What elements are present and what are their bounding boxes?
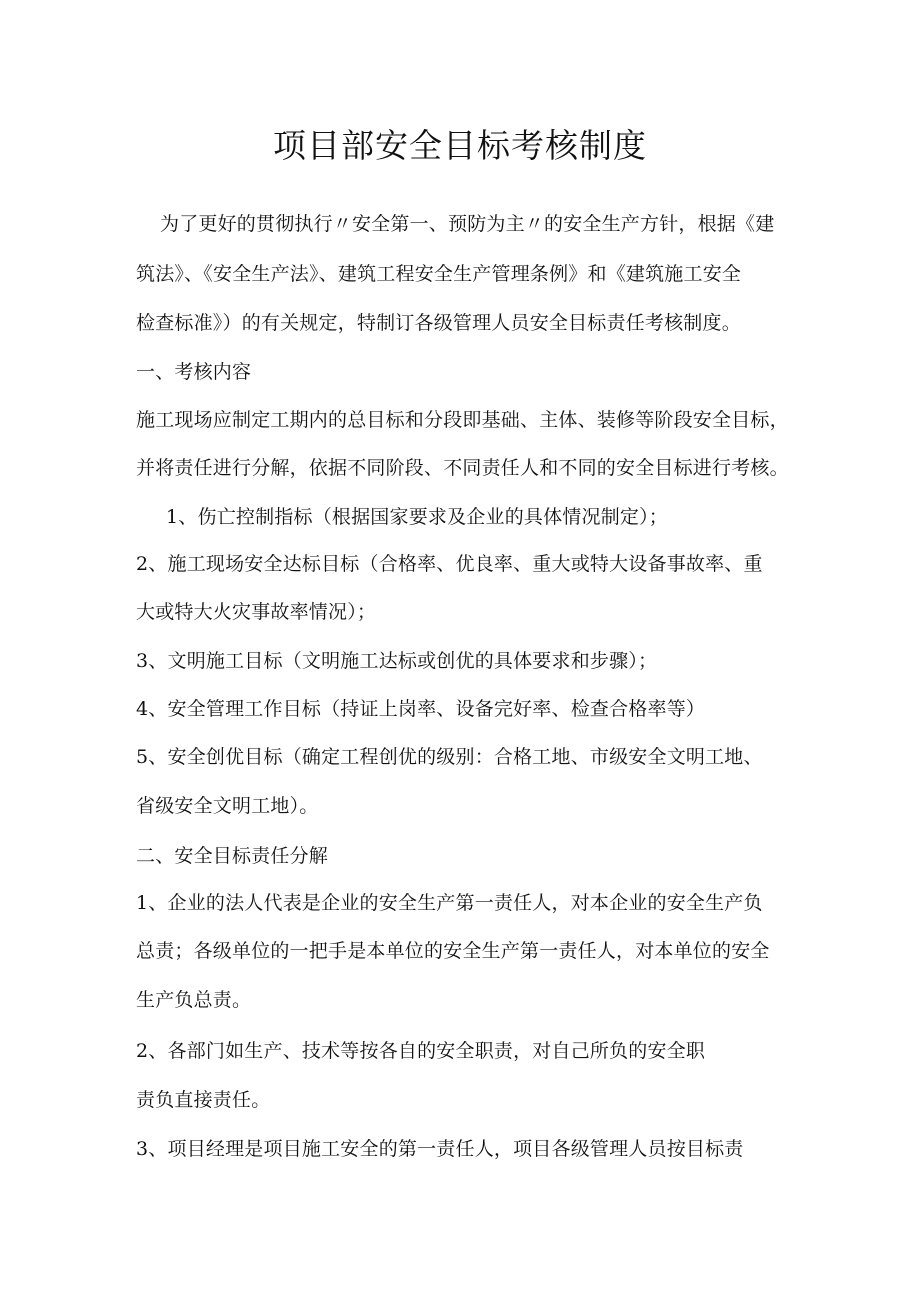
list-item: 2、各部门如生产、技术等按各自的安全职责，对自己所负的安全职	[136, 1040, 706, 1062]
page-title: 项目部安全目标考核制度	[273, 126, 647, 165]
paragraph-line: 筑法》、《安全生产法》、建筑工程安全生产管理条例》和《建筑施工安全	[136, 263, 742, 285]
paragraph-line: 并将责任进行分解，依据不同阶段、不同责任人和不同的安全目标进行考核。	[136, 457, 789, 479]
list-item: 5、安全创优目标（确定工程创优的级别：合格工地、市级安全文明工地、	[136, 746, 763, 768]
paragraph-line: 生产负总责。	[136, 989, 252, 1011]
paragraph-line: 为了更好的贯彻执行〃安全第一、预防为主〃的安全生产方针，根据《建	[160, 213, 775, 235]
list-item: 1、企业的法人代表是企业的安全生产第一责任人，对本企业的安全生产负	[136, 892, 763, 914]
paragraph-line: 总责；各级单位的一把手是本单位的安全生产第一责任人，对本单位的安全	[136, 940, 770, 962]
section-heading: 二、安全目标责任分解	[136, 845, 329, 867]
paragraph-line: 检查标准》）的有关规定，特制订各级管理人员安全目标责任考核制度。	[136, 312, 741, 334]
list-item: 2、施工现场安全达标目标（合格率、优良率、重大或特大设备事故率、重	[136, 553, 763, 575]
section-heading: 一、考核内容	[136, 361, 252, 383]
list-item: 1、伤亡控制指标（根据国家要求及企业的具体情况制定）；	[166, 506, 668, 528]
paragraph-line: 施工现场应制定工期内的总目标和分段即基础、主体、装修等阶段安全目标，	[136, 409, 789, 431]
list-item: 3、文明施工目标（文明施工达标或创优的具体要求和步骤）；	[136, 650, 658, 672]
list-item: 3、项目经理是项目施工安全的第一责任人，项目各级管理人员按目标责	[136, 1138, 744, 1160]
paragraph-line: 省级安全文明工地）。	[136, 795, 319, 817]
paragraph-line: 责负直接责任。	[136, 1089, 271, 1111]
list-item: 4、安全管理工作目标（持证上岗率、设备完好率、检查合格率等）	[136, 698, 706, 720]
paragraph-line: 大或特大火灾事故率情况）；	[136, 601, 377, 623]
